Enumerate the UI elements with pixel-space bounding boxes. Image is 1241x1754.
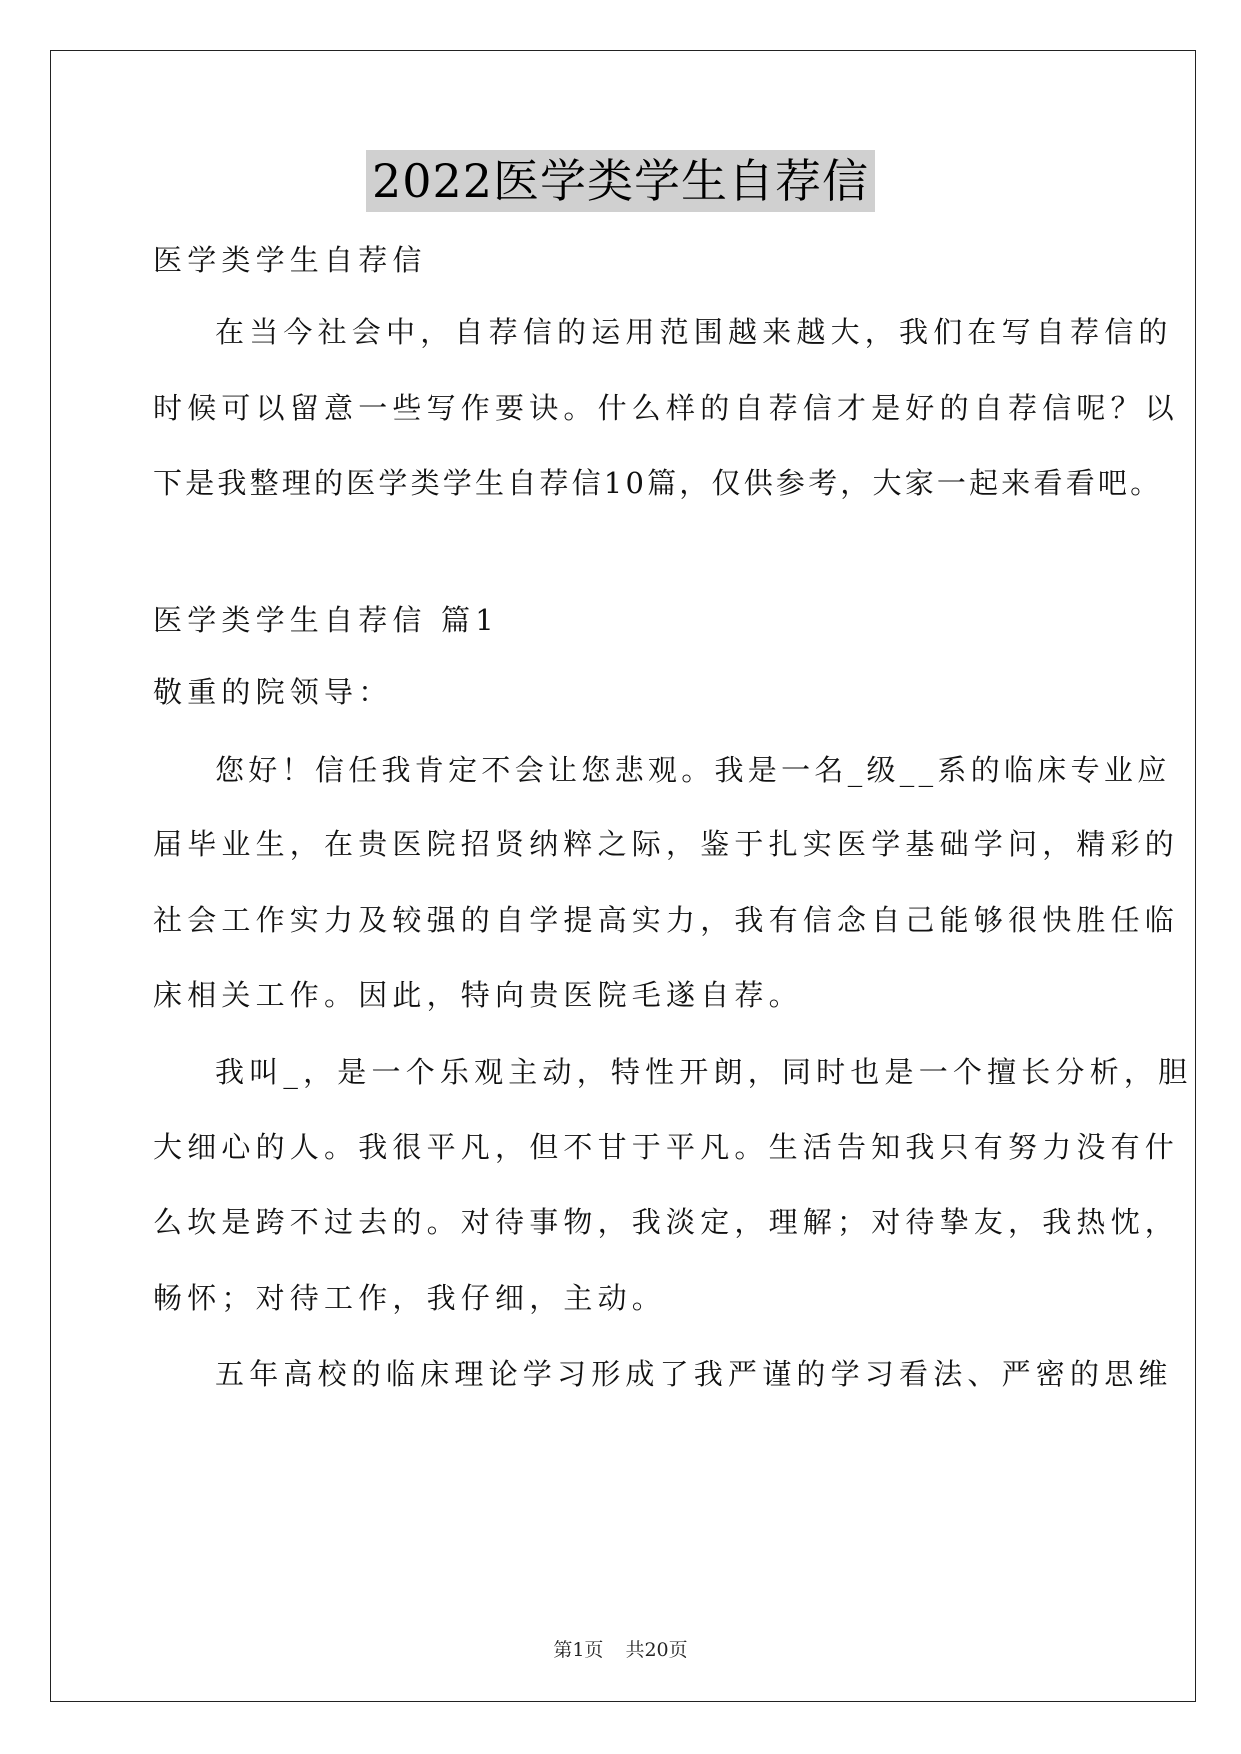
page-total: 共20页 — [625, 1639, 688, 1661]
paragraph-line: 您好！信任我肯定不会让您悲观。我是一名_级__系的临床专业应 — [215, 753, 1171, 787]
salutation: 敬重的院领导： — [153, 675, 393, 709]
page-number: 第1页 — [553, 1639, 604, 1661]
paragraph-line: 床相关工作。因此，特向贵医院毛遂自荐。 — [153, 978, 803, 1012]
subtitle-line: 医学类学生自荐信 — [153, 243, 427, 277]
paragraph-line: 畅怀；对待工作，我仔细，主动。 — [153, 1281, 667, 1315]
section-heading: 医学类学生自荐信 篇1 — [153, 603, 499, 637]
paragraph-line: 下是我整理的医学类学生自荐信10篇，仅供参考，大家一起来看看吧。 — [153, 466, 1163, 500]
paragraph-line: 大细心的人。我很平凡，但不甘于平凡。生活告知我只有努力没有什 — [153, 1130, 1180, 1164]
paragraph-line: 五年高校的临床理论学习形成了我严谨的学习看法、严密的思维 — [215, 1357, 1173, 1391]
paragraph-line: 时候可以留意一些写作要诀。什么样的自荐信才是好的自荐信呢？以 — [153, 391, 1180, 425]
paragraph-line: 在当今社会中，自荐信的运用范围越来越大，我们在写自荐信的 — [215, 315, 1173, 349]
paragraph-line: 我叫_，是一个乐观主动，特性开朗，同时也是一个擅长分析，胆 — [215, 1055, 1193, 1089]
title-container — [0, 150, 1241, 212]
paragraph-line: 么坎是跨不过去的。对待事物，我淡定，理解；对待挚友，我热忱， — [153, 1205, 1180, 1239]
paragraph-line: 社会工作实力及较强的自学提高实力，我有信念自己能够很快胜任临 — [153, 903, 1180, 937]
page-footer — [0, 1637, 1241, 1663]
page-border — [50, 50, 1196, 1702]
paragraph-line: 届毕业生，在贵医院招贤纳粹之际，鉴于扎实医学基础学问，精彩的 — [153, 827, 1180, 861]
document-title: 2022医学类学生自荐信 — [366, 150, 875, 212]
